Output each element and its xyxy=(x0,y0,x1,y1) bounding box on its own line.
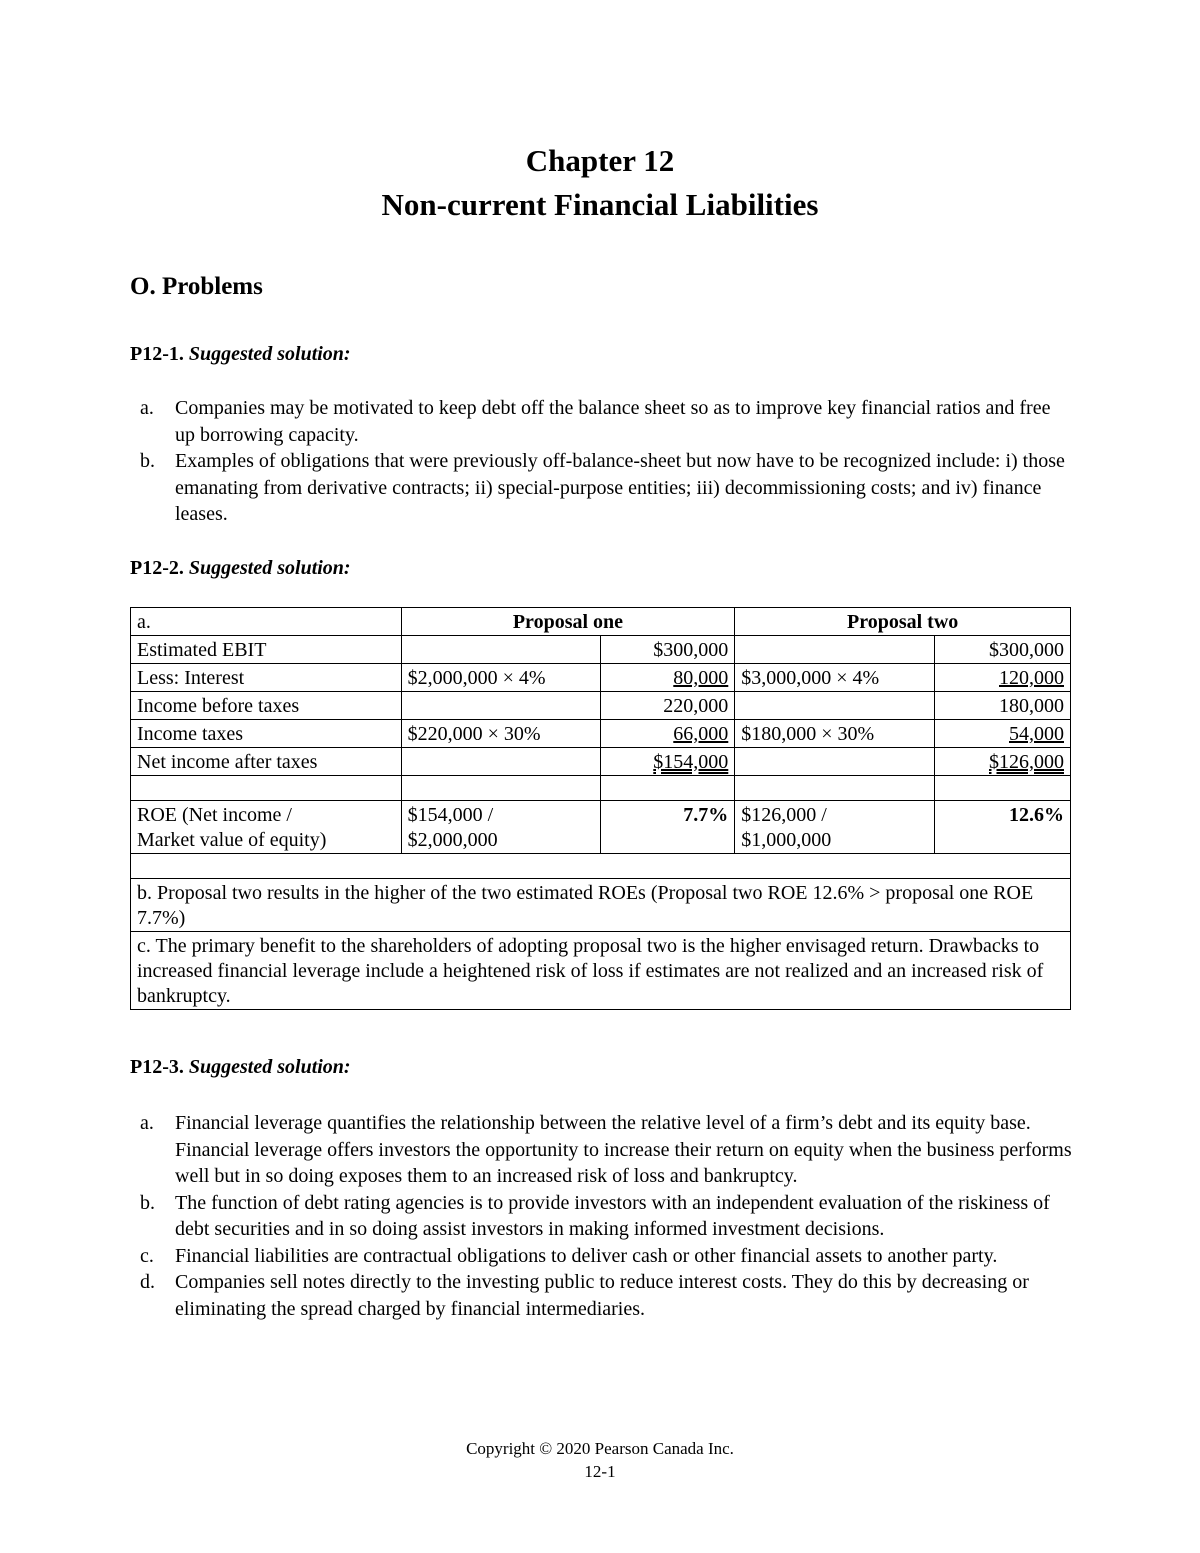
table-header-cell: Proposal one xyxy=(401,608,735,636)
row-label xyxy=(131,801,402,854)
list-item xyxy=(140,1243,1075,1270)
calc-cell xyxy=(735,636,935,664)
p12-2-table xyxy=(130,607,1071,1010)
chapter-subtitle: Non-current Financial Liabilities xyxy=(381,187,819,222)
p12-1-list xyxy=(140,395,1075,528)
value-cell: $300,000 xyxy=(601,636,735,664)
problem-label: P12-3. xyxy=(130,1056,184,1078)
value-cell-wrap xyxy=(601,748,735,776)
empty-cell xyxy=(601,776,735,801)
row-label: Income taxes xyxy=(131,720,402,748)
calc-cell: $2,000,000 × 4% xyxy=(401,664,601,692)
empty-cell xyxy=(131,854,1071,879)
list-marker: b. xyxy=(140,450,155,472)
problem-title-p12-3 xyxy=(130,1056,351,1079)
value-cell-wrap xyxy=(601,720,735,748)
list-item xyxy=(140,1190,1075,1243)
value-cell: 220,000 xyxy=(601,692,735,720)
table-header-row xyxy=(131,608,1071,636)
roe-calc1-line1: $154,000 / xyxy=(407,804,494,826)
list-text: Financial liabilities are contractual obligations to deliver cash or other financial assets to another party. xyxy=(175,1244,998,1267)
list-item xyxy=(140,1110,1075,1190)
roe-calc2-line2: $1,000,000 xyxy=(741,829,832,851)
table-row xyxy=(131,692,1071,720)
value-cell: 80,000 xyxy=(673,667,729,689)
chapter-title: Chapter 12 xyxy=(525,143,675,178)
p12-3-list xyxy=(140,1110,1075,1322)
roe-value-1: 7.7% xyxy=(601,801,735,854)
value-cell: 180,000 xyxy=(935,692,1071,720)
problem-suffix: Suggested solution: xyxy=(188,557,351,579)
empty-cell xyxy=(735,776,935,801)
list-marker: a. xyxy=(140,1112,154,1134)
roe-label-line1: ROE (Net income / xyxy=(137,804,292,826)
value-cell-wrap xyxy=(601,664,735,692)
value-cell: $300,000 xyxy=(935,636,1071,664)
table-row-note xyxy=(131,932,1071,1010)
table-row xyxy=(131,748,1071,776)
list-text: Examples of obligations that were previously off-balance-sheet but now have to be recognized include: i) those emanating from derivative contracts; ii) special-purpose entities; iii) decommissioning costs; and iv) finance leases. xyxy=(175,450,1065,525)
list-marker: c. xyxy=(140,1244,154,1267)
table-row-empty xyxy=(131,854,1071,879)
list-text: Financial leverage quantifies the relationship between the relative level of a firm’s debt and its equity base. Financial leverage offers investors the opportunity to increase their return on equity when the business performs well but in so doing exposes them to an increased risk of loss and bankruptcy. xyxy=(175,1112,1072,1187)
table-row-empty xyxy=(131,776,1071,801)
problem-label: P12-2. xyxy=(130,557,184,579)
row-label: Net income after taxes xyxy=(131,748,402,776)
table-header-cell: Proposal two xyxy=(735,608,1071,636)
calc-cell: $180,000 × 30% xyxy=(735,720,935,748)
problem-suffix: Suggested solution: xyxy=(188,1056,351,1078)
problem-suffix: Suggested solution: xyxy=(188,343,351,365)
list-item xyxy=(140,1269,1075,1322)
table-header-cell: a. xyxy=(131,608,402,636)
problem-title-p12-1 xyxy=(130,343,351,366)
calc-cell xyxy=(735,692,935,720)
list-marker: a. xyxy=(140,397,154,419)
calc-cell xyxy=(735,748,935,776)
calc-cell xyxy=(401,801,601,854)
calc-cell xyxy=(401,636,601,664)
table-row-note xyxy=(131,879,1071,932)
value-cell-wrap xyxy=(935,720,1071,748)
list-marker: b. xyxy=(140,1191,155,1214)
empty-cell xyxy=(935,776,1071,801)
row-label: Less: Interest xyxy=(131,664,402,692)
table-row xyxy=(131,720,1071,748)
table-row xyxy=(131,636,1071,664)
table-row xyxy=(131,664,1071,692)
section-heading: O. Problems xyxy=(130,273,263,300)
note-c: c. The primary benefit to the shareholders of adopting proposal two is the higher envisaged return. Drawbacks to increased financial leverage include a heightened risk of loss if estimates are not realized and an increased risk of bankruptcy. xyxy=(131,932,1071,1010)
calc-cell xyxy=(401,692,601,720)
roe-calc1-line2: $2,000,000 xyxy=(407,829,498,851)
copyright-footer: Copyright © 2020 Pearson Canada Inc. xyxy=(466,1439,734,1458)
value-cell: $154,000 xyxy=(653,751,729,773)
calc-cell: $3,000,000 × 4% xyxy=(735,664,935,692)
list-text: Companies may be motivated to keep debt off the balance sheet so as to improve key financial ratios and free up borrowing capacity. xyxy=(175,397,1051,446)
roe-calc2-line1: $126,000 / xyxy=(741,804,827,826)
list-item xyxy=(140,395,1075,448)
row-label: Income before taxes xyxy=(131,692,402,720)
value-cell: $126,000 xyxy=(989,751,1064,773)
roe-value-2: 12.6% xyxy=(935,801,1071,854)
list-text: Companies sell notes directly to the investing public to reduce interest costs. They do this by decreasing or eliminating the spread charged by financial intermediaries. xyxy=(175,1271,1029,1320)
value-cell: 54,000 xyxy=(1009,723,1064,745)
value-cell-wrap xyxy=(935,664,1071,692)
value-cell: 66,000 xyxy=(673,723,729,745)
calc-cell xyxy=(735,801,935,854)
list-item xyxy=(140,448,1075,528)
list-text: The function of debt rating agencies is to provide investors with an independent evaluation of the riskiness of debt securities and in so doing assist investors in making informed investment decisions. xyxy=(175,1191,1050,1240)
problem-label: P12-1. xyxy=(130,343,184,365)
empty-cell xyxy=(401,776,601,801)
calc-cell: $220,000 × 30% xyxy=(401,720,601,748)
roe-label-line2: Market value of equity) xyxy=(137,829,327,851)
list-marker: d. xyxy=(140,1271,155,1293)
value-cell: 120,000 xyxy=(999,667,1064,689)
table-row-roe xyxy=(131,801,1071,854)
calc-cell xyxy=(401,748,601,776)
problem-title-p12-2 xyxy=(130,557,351,580)
empty-cell xyxy=(131,776,402,801)
page-number: 12-1 xyxy=(584,1462,616,1481)
value-cell-wrap xyxy=(935,748,1071,776)
note-b: b. Proposal two results in the higher of the two estimated ROEs (Proposal two ROE 12.6% > proposal one ROE 7.7%) xyxy=(131,879,1071,932)
row-label: Estimated EBIT xyxy=(131,636,402,664)
